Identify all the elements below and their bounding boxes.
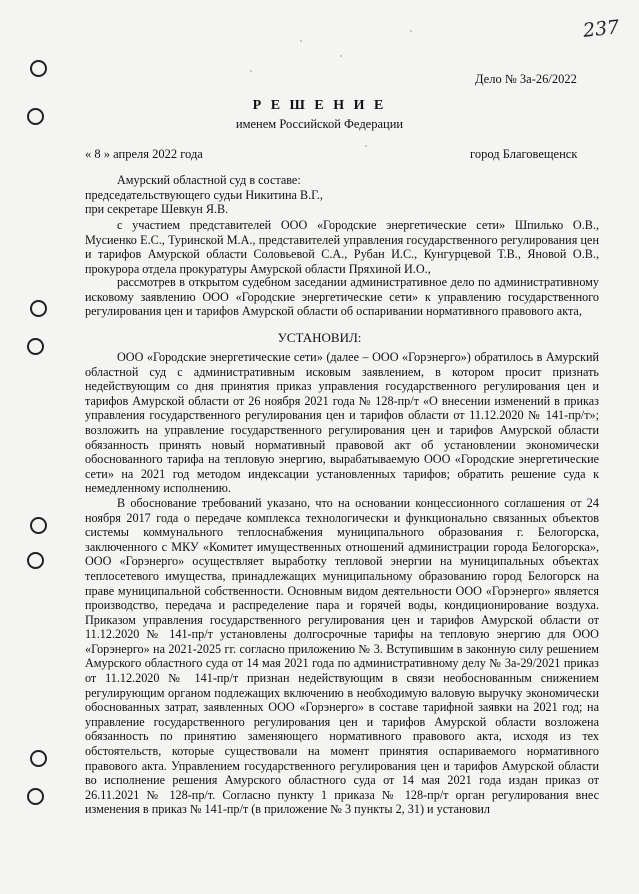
participants-paragraph — [85, 218, 599, 276]
document-body — [85, 350, 599, 817]
punch-hole — [27, 552, 44, 569]
reviewed-text: рассмотрев в открытом судебном заседании административное дело по административному исковому заявлению ООО «Городские энергетические сети» к управлению государственного регулирования цен и тарифов Амурской области об оспаривании нормативного правового акта, — [85, 275, 599, 319]
punch-hole — [30, 517, 47, 534]
punch-hole — [30, 60, 47, 77]
punch-hole — [30, 750, 47, 767]
punch-hole — [27, 788, 44, 805]
punch-hole — [30, 300, 47, 317]
participants-text: с участием представителей ООО «Городские энергетические сети» Шпилько О.В., Мусиенко Е.С., Туринской М.А., представителей управления государственного регулирования цен и тарифов Амурской области Соловьевой С.А., Рубан И.С., Кунгурцевой Т.В., Яновой О.В., прокурора отдела прокуратуры Амурской области Пряхиной И.О., — [85, 218, 599, 276]
case-number: Дело № 3а-26/2022 — [475, 72, 577, 86]
document-subtitle: именем Российской Федерации — [235, 117, 404, 131]
section-heading: УСТАНОВИЛ: — [277, 330, 362, 345]
decision-date: « 8 » апреля 2022 года — [85, 147, 203, 161]
decision-city: город Благовещенск — [470, 147, 578, 161]
scan-speck — [410, 30, 412, 32]
court-line: председательствующего судьи Никитина В.Г., — [85, 187, 323, 202]
handwritten-page-number: 237 — [581, 16, 621, 42]
reviewed-paragraph — [85, 275, 599, 319]
document-title: Р Е Ш Е Н И Е — [252, 98, 387, 113]
scan-speck — [250, 70, 252, 72]
scan-speck — [365, 145, 367, 147]
scan-speck — [300, 40, 302, 42]
body-paragraph: ООО «Городские энергетические сети» (далее – ООО «Горэнерго») обратилось в Амурский областной суд с административным исковым заявлением, в котором просит признать недействующим со дня принятия приказ управления государственного регулирования цен и тарифов Амурской области от 26 ноября 2021 года № 128-пр/т «О внесении изменений в приказ управления государственного регулирования цен и тарифов области от 11.12.2020 № 141-пр/т»; возложить на управление государственного регулирования цен и тарифов Амурской области обязанность принять новый нормативный правовой акт об установлении экономически обоснованного тарифа на тепловую энергию, вырабатываемую ООО «Городские энергетические сети» на 2021 год методом индексации установленных тарифов; обратить решение суда к немедленному исполнению. — [85, 350, 599, 496]
body-paragraph: В обоснование требований указано, что на основании концессионного соглашения от 24 ноября 2017 года о передаче комплекса технологически и функционально связанных объектов системы коммунального теплоснабжения муниципального образования г. Белогорска, заключенного с МКУ «Комитет имущественных отношений администрации города Белогорска», ООО «Горэнерго» осуществляет выработку тепловой энергии на муниципальных объектах теплосетевого имущества, принадлежащих муниципальному образованию город Белогорск на праве муниципальной собственности. Основным видом деятельности ООО «Горэнерго» является производство, передача и распределение пара и горячей воды, кондиционирование воздуха. Приказом управления государственного регулирования цен и тарифов Амурской области от 11.12.2020 № 141-пр/т установлены долгосрочные тарифы на тепловую энергию для ООО «Горэнерго» на 2021-2025 гг. согласно приложению № 3. Вступившим в законную силу решением Амурского областного суда от 14 мая 2021 года по административному делу № 3а-29/2021 приказ от 11.12.2020 № 141-пр/т признан недействующим в связи необоснованным снижением регулирующим органом подлежащих включению в необходимую валовую выручку экономически обоснованных затрат, заявленных ООО «Горэнерго» в составе тарифной заявки на 2021 год; на управление государственного регулирования цен и тарифов Амурской области возложена обязанность по принятию заменяющего нормативного правового акта, исходя из тех обстоятельств, которые существовали на момент принятия оспариваемого нормативного правового акта. Управлением государственного регулирования цен и тарифов Амурской области во исполнение решения Амурского областного суда от 14 мая 2021 года издан приказ от 26.11.2021 № 128-пр/т. Согласно пункту 1 приказа № 128-пр/т орган регулирования внес изменения в приказ № 141-пр/т (в приложение № 3 пункты 2, 31) и установил — [85, 495, 599, 817]
scan-speck — [340, 55, 342, 57]
court-composition — [85, 173, 599, 217]
court-line: при секретаре Шевкун Я.В. — [85, 202, 229, 217]
court-line: Амурский областной суд в составе: — [117, 173, 301, 187]
